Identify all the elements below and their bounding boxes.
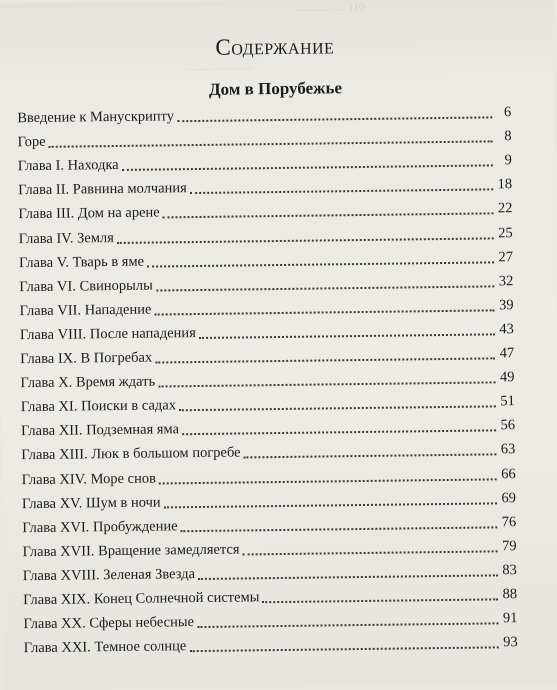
dot-leader [244,454,497,459]
table-of-contents [17,97,518,657]
bleed-through-text: .................. 110 [295,0,365,14]
dot-leader [189,647,498,653]
toc-entry-title: Введение к Манускрипту [17,108,175,127]
toc-entry-page: 39 [498,296,514,314]
bleed-through-text: — — — — — — [299,328,380,342]
toc-entry-title: Глава V. Тварь в яме [18,253,145,271]
toc-entry-title: Глава IX. В Погребах [20,349,153,368]
toc-entry-page: 91 [502,610,518,627]
toc-entry-page: 63 [500,441,516,458]
toc-entry-page: 76 [501,513,517,530]
toc-entry-title: Глава XII. Подземная яма [21,421,180,440]
bleed-through-text: — — — — — [186,62,253,76]
toc-entry-title: Глава I. Находка [17,157,119,175]
toc-entry-page: 22 [497,200,513,217]
toc-entry-title: Глава X. Время ждать [20,373,156,392]
toc-entry-title: Глава XIII. Люк в большом погребе [21,444,241,464]
toc-entry-title: Глава III. Дом на арене [18,204,160,223]
toc-entry-title: Глава XX. Сферы небесные [23,614,195,633]
toc-entry-title: Глава XVII. Вращение замедляется [22,541,240,560]
toc-subheading: Дом в Порубежье [208,78,343,99]
dot-leader [262,598,498,603]
bleed-through-text: — — — — — — — [298,208,393,222]
toc-entry-title: Горе [17,134,46,151]
toc-entry-title: Глава VIII. После нападения [19,324,196,344]
toc-entry-title: Глава XXI. Темное солнце [23,638,187,657]
toc-entry-page: 51 [500,393,515,410]
toc-entry-page: 83 [502,561,517,579]
toc-entry-page: 6 [503,104,512,121]
toc-entry-title: Глава XI. Поиски в садах [20,397,177,416]
toc-entry-page: 66 [501,465,516,482]
toc-entry-page: 69 [501,489,517,506]
toc-entry-page: 79 [501,537,517,555]
dot-leader [243,550,498,555]
toc-entry-title: Глава IV. Земля [18,229,114,247]
toc-entry-page: 25 [498,224,513,241]
toc-entry-page: 49 [499,369,515,386]
toc-entry-page: 93 [503,634,518,651]
toc-heading: Содержание [215,33,335,60]
bleed-through-text: — — — — — — — [301,448,395,462]
toc-entry-title: Глава XVI. Пробуждение [22,517,178,536]
toc-entry-title: Глава XIX. Конец Солнечной системы [23,589,260,609]
toc-entry-page: 32 [498,272,514,290]
toc-entry-title: Глава II. Равнина молчания [18,180,187,199]
toc-entry-page: 56 [500,417,516,434]
toc-entry-page: 88 [502,586,518,603]
toc-entry-title: Глава XV. Шум в ночи [21,494,161,512]
toc-entry-page: 43 [499,321,514,338]
toc-entry-page: 27 [498,248,514,265]
toc-entry-page: 8 [504,128,512,145]
toc-entry-page: 18 [497,176,513,193]
toc-entry-page: 9 [504,152,512,169]
toc-entry-title: Глава XVIII. Зеленая Звезда [22,565,196,585]
toc-entry-page: 47 [499,345,515,362]
toc-entry-title: Глава VI. Свинорылы [19,277,153,295]
toc-entry-title: Глава VII. Нападение [19,301,152,320]
toc-entry-title: Глава XIV. Море снов [21,470,156,488]
